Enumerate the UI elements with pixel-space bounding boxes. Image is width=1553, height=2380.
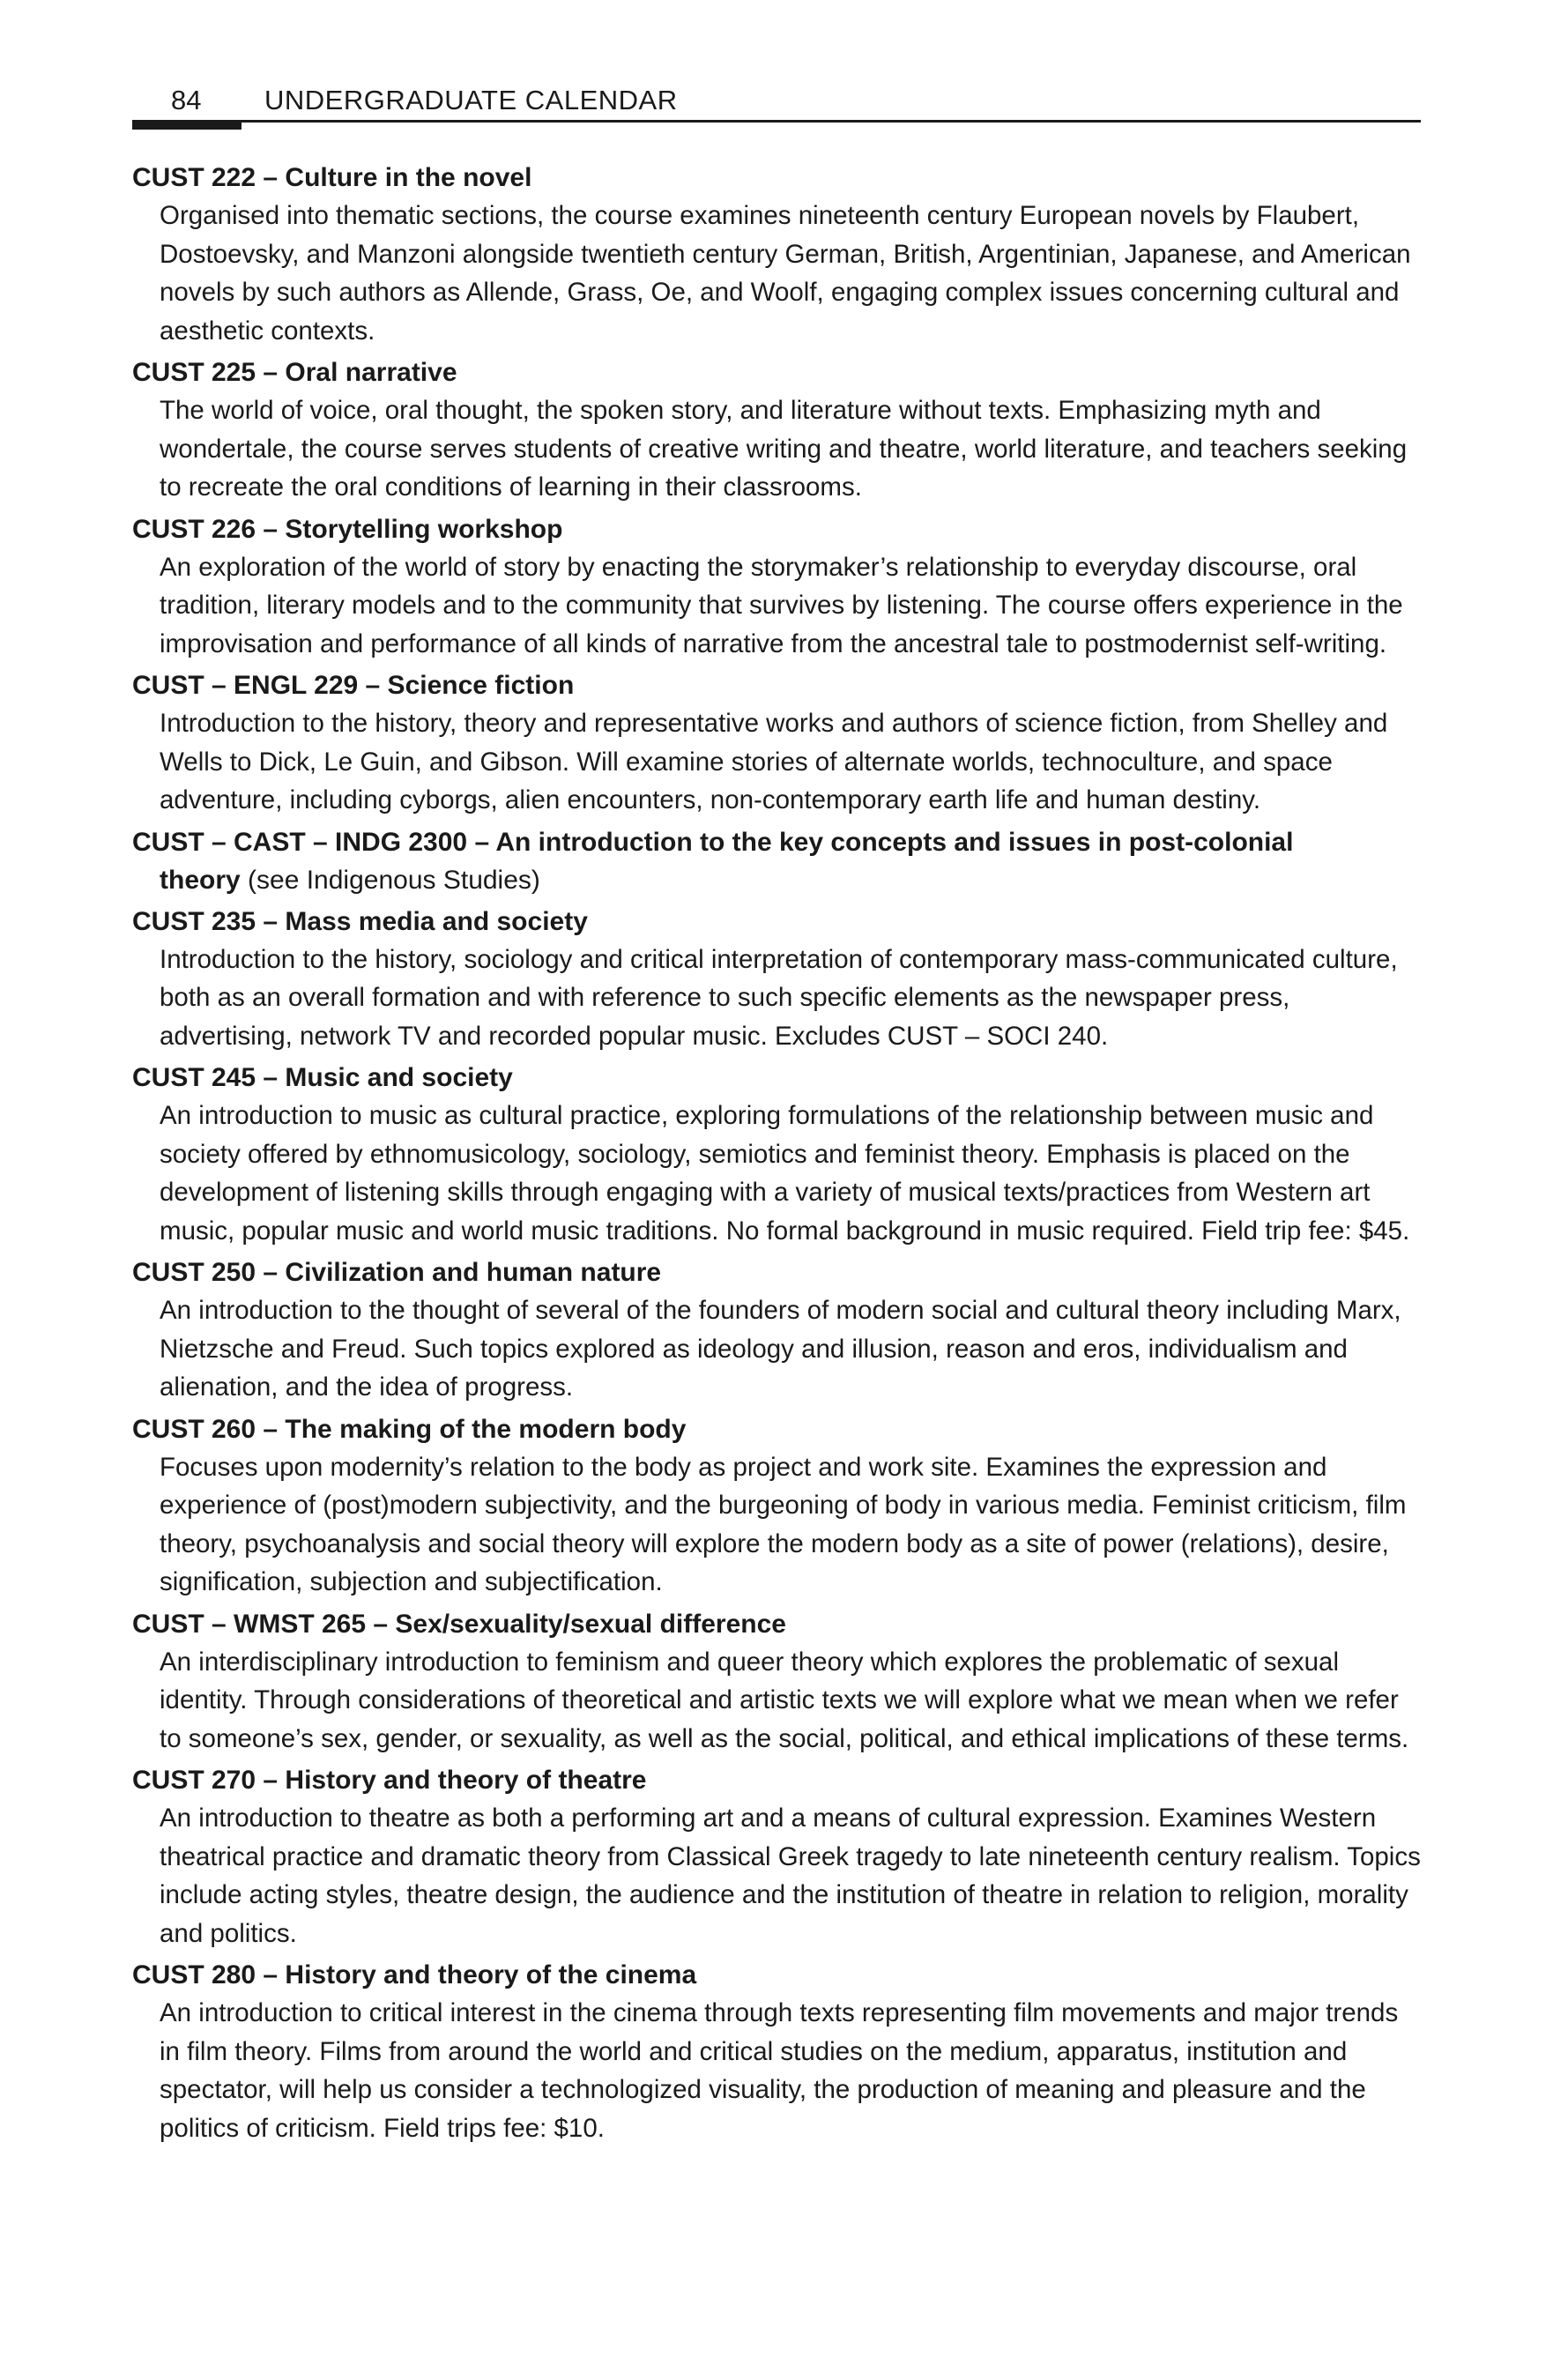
course-title-multiline	[132, 823, 1421, 899]
course-description: An introduction to critical interest in the cinema through texts representing film movements and major trends in film theory. Films from around the world and critical studies on the medium, apparatus, institution and spectator, will help us consider a technologized visuality, the production of meaning and pleasure and the politics of criticism. Field trips fee: $10.	[160, 1998, 1399, 2143]
course-title: CUST – ENGL 229 – Science fiction	[132, 671, 575, 700]
course-description: An exploration of the world of story by enacting the storymaker’s relationship to everyday discourse, oral tradition, literary models and to the community that survives by listening. The course offers experience in the improvisation and performance of all kinds of narrative from the ancestral tale to postmodernist self-writing.	[160, 552, 1403, 658]
course-title: CUST 250 – Civilization and human nature	[132, 1258, 662, 1287]
course-title: CUST – WMST 265 – Sex/sexuality/sexual difference	[132, 1609, 786, 1639]
course-description: Organised into thematic sections, the course examines nineteenth century European novels by Flaubert, Dostoevsky, and Manzoni alongside twentieth century German, British, Argentinian, Japanese, and American novels by such authors as Allende, Grass, Oe, and Woolf, engaging complex issues concerning cultural and aesthetic contexts.	[160, 201, 1411, 346]
course-description: Focuses upon modernity’s relation to the body as project and work site. Examines the expression and experience of (post)modern subjectivity, and the burgeoning of body in various media. Feminist criticism, film theory, psychoanalysis and social theory will explore the modern body as a site of power (relations), desire, signification, subjection and subjectification.	[160, 1452, 1407, 1596]
course-entry	[132, 1761, 1421, 1952]
course-entry	[132, 1410, 1421, 1602]
running-title: UNDERGRADUATE CALENDAR	[264, 85, 678, 115]
course-description: Introduction to the history, sociology and critical interpretation of contemporary mass-communicated culture, both as an overall formation and with reference to such specific elements as the newspaper press, advertising, network TV and recorded popular music. Excludes CUST – SOCI 240.	[160, 944, 1398, 1051]
course-description: An interdisciplinary introduction to feminism and queer theory which explores the problematic of sexual identity. Through considerations of theoretical and artistic texts we will explore what we mean when we refer to someone’s sex, gender, or sexuality, as well as the social, political, and ethical implications of these terms.	[160, 1647, 1409, 1753]
course-description: An introduction to theatre as both a performing art and a means of cultural expression. Examines Western theatrical practice and dramatic theory from Classical Greek tragedy to late nineteenth century realism. Topics include acting styles, theatre design, the audience and the institution of theatre in relation to religion, morality and politics.	[160, 1804, 1421, 1948]
course-description: An introduction to the thought of several of the founders of modern social and cultural theory including Marx, Nietzsche and Freud. Such topics explored as ideology and illusion, reason and eros, individualism and alienation, and the idea of progress.	[160, 1296, 1401, 1402]
cross-reference: (see Indigenous Studies)	[240, 865, 540, 895]
course-title: CUST 260 – The making of the modern body	[132, 1414, 687, 1444]
course-entry	[132, 1956, 1421, 2147]
course-title: CUST 235 – Mass media and society	[132, 906, 588, 936]
course-title-line1: CUST – CAST – INDG 2300 – An introduction to the key concepts and issues in post-colonial	[132, 827, 1294, 857]
course-title: CUST 226 – Storytelling workshop	[132, 514, 563, 544]
course-entry	[132, 159, 1421, 350]
course-entry	[132, 510, 1421, 664]
course-title: CUST 280 – History and theory of the cinema	[132, 1960, 697, 1990]
course-entry	[132, 666, 1421, 820]
course-entry	[132, 823, 1421, 899]
course-entry	[132, 353, 1421, 507]
course-description: An introduction to music as cultural practice, exploring formulations of the relationship between music and society offered by ethnomusicology, sociology, semiotics and feminist theory. Emphasis is placed on the development of listening skills through engaging with a variety of musical texts/practices from Western art music, popular music and world music traditions. No formal background in music required. Field trip fee: $45.	[160, 1101, 1410, 1246]
course-entry	[132, 1253, 1421, 1407]
header-rule	[132, 120, 1421, 123]
course-description: Introduction to the history, theory and representative works and authors of science fiction, from Shelley and Wells to Dick, Le Guin, and Gibson. Will examine stories of alternate worlds, technoculture, and space adventure, including cyborgs, alien encounters, non-contemporary earth life and human destiny.	[160, 709, 1388, 814]
page-number: 84	[171, 85, 202, 115]
page-header	[132, 78, 1421, 123]
course-entry	[132, 903, 1421, 1056]
course-title-continuation: theory	[160, 865, 241, 895]
course-list	[132, 159, 1421, 2151]
course-title-line2	[132, 861, 1421, 899]
course-title: CUST 270 – History and theory of theatre	[132, 1766, 647, 1795]
header-tab-marker	[132, 120, 241, 130]
course-title: CUST 225 – Oral narrative	[132, 358, 457, 387]
course-entry	[132, 1059, 1421, 1250]
course-entry	[132, 1605, 1421, 1759]
course-description: The world of voice, oral thought, the spoken story, and literature without texts. Emphasizing myth and wondertale, the course serves students of creative writing and theatre, world literature, and teachers seeking to recreate the oral conditions of learning in their classrooms.	[160, 396, 1408, 502]
course-title: CUST 222 – Culture in the novel	[132, 163, 532, 192]
course-title: CUST 245 – Music and society	[132, 1063, 513, 1092]
